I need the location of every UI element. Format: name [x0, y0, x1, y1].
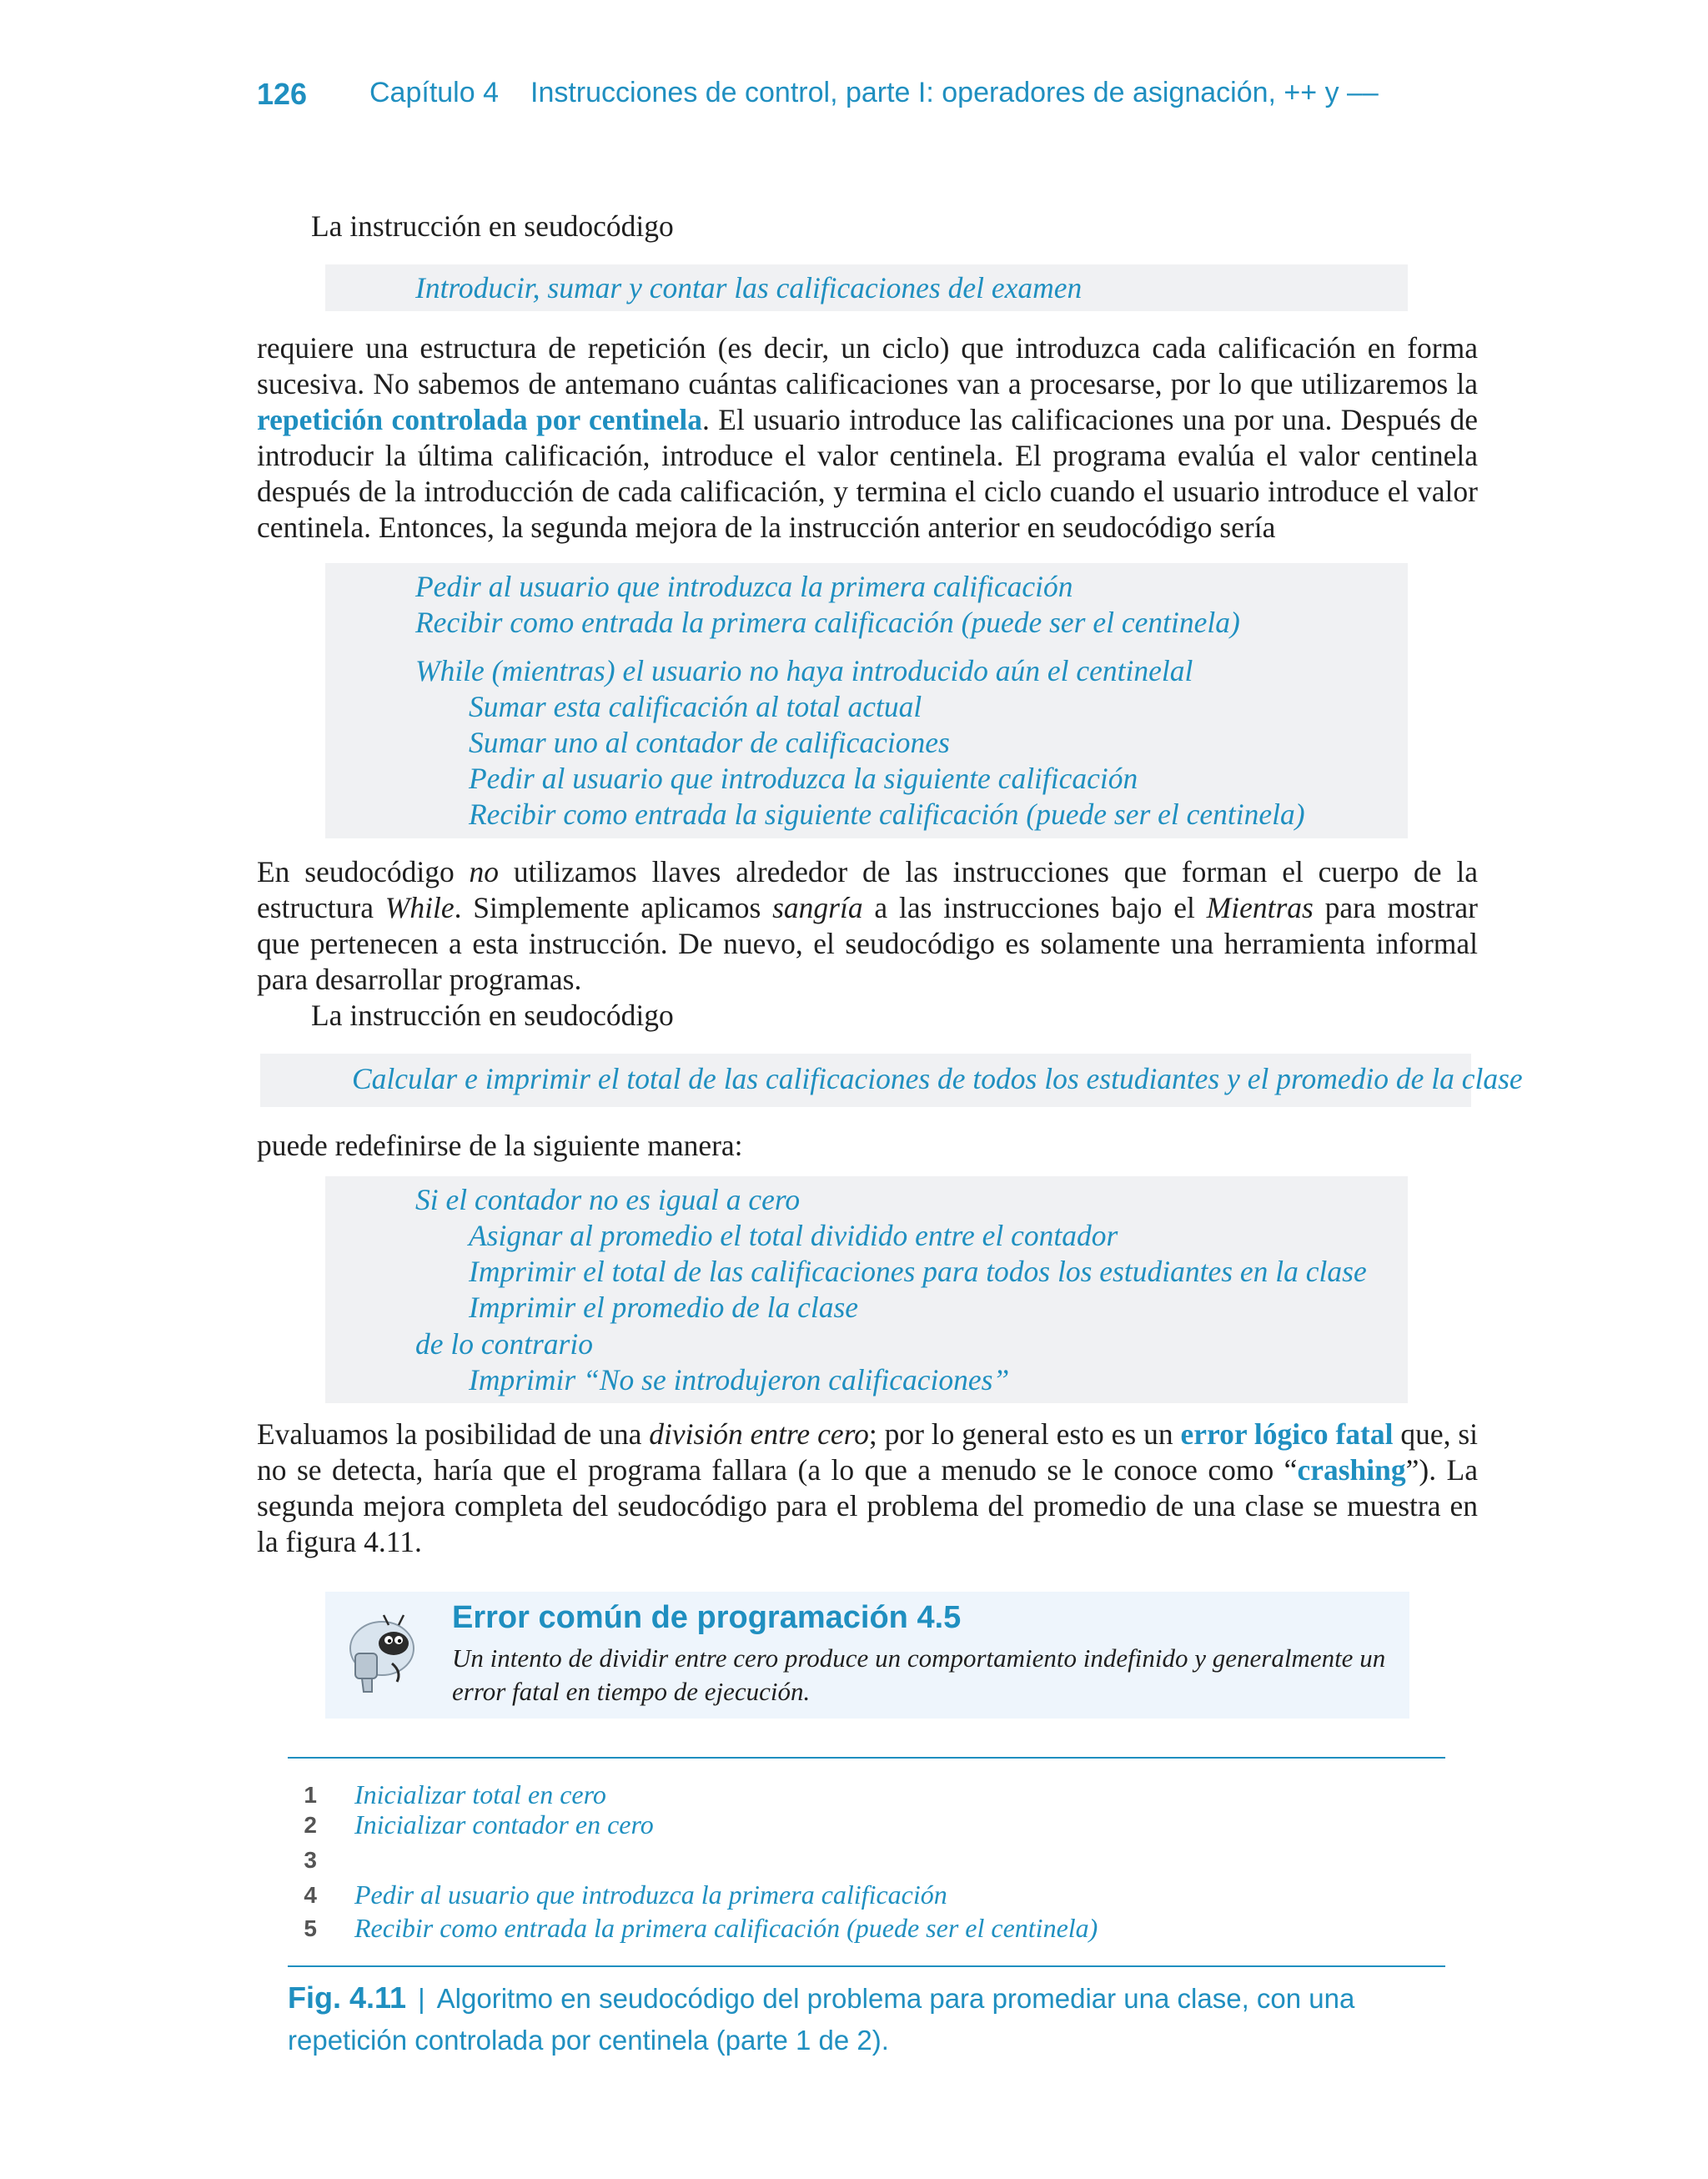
callout-title: Error común de programación 4.5: [452, 1600, 962, 1635]
pseudocode-line: Recibir como entrada la siguiente calificación (puede ser el centinela): [469, 798, 1305, 831]
pseudocode-line: de lo contrario: [415, 1327, 593, 1361]
line-number: 2: [304, 1812, 317, 1838]
figure-code-line: Inicializar contador en cero: [354, 1809, 654, 1839]
pseudocode-line: Calcular e imprimir el total de las calificaciones de todos los estudiantes y el promedio de la clase: [352, 1062, 1523, 1095]
common-error-callout: [325, 1592, 1409, 1719]
pseudocode-line: While (mientras) el usuario no haya introducido aún el centinelal: [415, 654, 1193, 687]
page-number: 126: [257, 77, 308, 111]
caption-separator: |: [418, 1983, 425, 2014]
pseudocode-line: Asignar al promedio el total dividido entre el contador: [469, 1219, 1118, 1252]
pseudocode-line: Sumar esta calificación al total actual: [469, 690, 922, 723]
pseudocode-line: Recibir como entrada la primera calificación (puede ser el centinela): [415, 606, 1240, 639]
chapter-label: Capítulo 4: [369, 77, 499, 108]
running-header: [257, 77, 1466, 118]
paragraph-sentinel: requiere una estructura de repetición (es decir, un ciclo) que introduzca cada calificación en forma sucesiva. No sabemos de antemano cuántas calificaciones van a procesarse, por lo que utilizaremos la repetición controlada por centinela. El usuario introduce las calificaciones una por una. Después de introducir la última calificación, introduce el valor centinela. El programa evalúa el valor centinela después de la introducción de cada calificación, y termina el ciclo cuando el usuario introduce el valor centinela. Entonces, la segunda mejora de la instrucción anterior en seudocódigo sería: [257, 331, 1478, 544]
line-number: 4: [304, 1882, 317, 1908]
pseudocode-line: Introducir, sumar y contar las calificaciones del examen: [415, 271, 1083, 304]
pseudocode-line: Pedir al usuario que introduzca la primera calificación: [415, 570, 1073, 603]
paragraph-indentation: En seudocódigo no utilizamos llaves alrededor de las instrucciones que forman el cuerpo de la estructura While. Simplemente aplicamos sangría a las instrucciones bajo el Mientras para mostrar que pertenecen a esta instrucción. De nuevo, el seudocódigo es solamente una herramienta informal para desarrollar programas.: [257, 855, 1478, 996]
pseudocode-line: Pedir al usuario que introduzca la siguiente calificación: [469, 762, 1138, 795]
pseudocode-line: Si el contador no es igual a cero: [415, 1183, 801, 1216]
paragraph-division-by-zero: Evaluamos la posibilidad de una división entre cero; por lo general esto es un error lógico fatal que, si no se detecta, haría que el programa fallara (a lo que a menudo se le conoce como “crashing”). La segunda mejora completa del seudocódigo para el problema del promedio de una clase se muestra en la figura 4.11.: [257, 1417, 1479, 1558]
pseudocode-line: Imprimir el total de las calificaciones para todos los estudiantes en la clase: [469, 1255, 1367, 1288]
line-number: 5: [304, 1915, 317, 1941]
figure-code-line: Pedir al usuario que introduzca la primera calificación: [354, 1880, 947, 1910]
pseudocode-line: Sumar uno al contador de calificaciones: [469, 726, 950, 759]
figure-bottom-rule: [288, 1965, 1445, 1967]
line-number: 3: [304, 1847, 317, 1873]
paragraph-redefine: puede redefinirse de la siguiente manera:: [257, 1129, 743, 1162]
caption-text: Algoritmo en seudocódigo del problema para promediar una clase, con una repetición controlada por centinela (parte 1 de 2).: [288, 1983, 1355, 2056]
paragraph-intro: La instrucción en seudocódigo: [311, 209, 674, 243]
line-number: 1: [304, 1782, 317, 1808]
keyword-sentinel-repetition: repetición controlada por centinela: [257, 403, 703, 436]
figure-caption: [288, 1977, 1447, 2061]
callout-text: Un intento de dividir entre cero produce un comportamiento indefinido y generalmente un error fatal en tiempo de ejecución.: [452, 1643, 1386, 1706]
figure-code-line: Inicializar total en cero: [354, 1779, 606, 1809]
keyword-crashing: crashing: [1297, 1453, 1406, 1487]
figure-top-rule: [288, 1757, 1445, 1759]
pseudocode-line: Imprimir el promedio de la clase: [469, 1291, 859, 1324]
figure-code-line: Recibir como entrada la primera calificación (puede ser el centinela): [354, 1913, 1098, 1943]
figure-label: Fig. 4.11: [288, 1980, 407, 2015]
chapter-title: Instrucciones de control, parte I: operadores de asignación, ++ y ––: [530, 77, 1379, 108]
bug-thumbs-down-icon: [344, 1612, 420, 1695]
keyword-fatal-logic-error: error lógico fatal: [1180, 1417, 1394, 1451]
pseudocode-line: Imprimir “No se introdujeron calificaciones”: [469, 1363, 1010, 1396]
paragraph-intro-2: La instrucción en seudocódigo: [311, 999, 674, 1032]
